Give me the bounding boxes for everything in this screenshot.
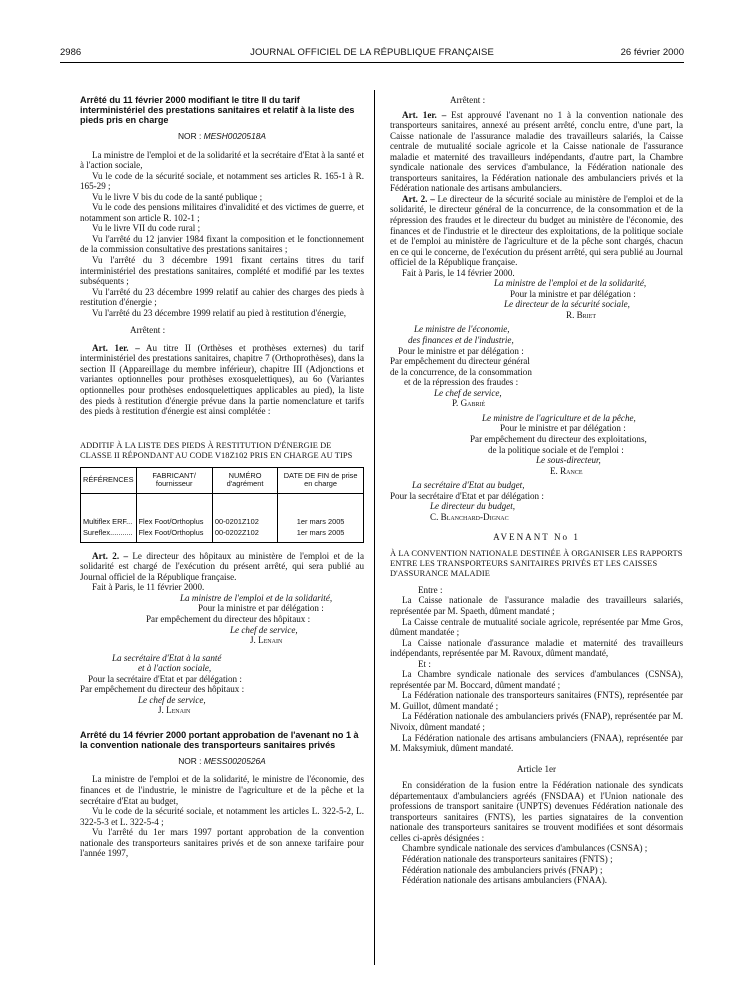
col-header: DATE DE FIN de prise en charge <box>278 467 364 493</box>
sig-line: Pour le ministre et par délégation : <box>500 423 626 434</box>
page-header <box>60 47 684 63</box>
party: La Fédération nationale des artisans ambulanciers (FNAA), représentée par M. Maksymiuk, dûment mandaté. <box>390 732 683 754</box>
left-column <box>80 95 364 859</box>
col-header: FABRICANT/ fournisseur <box>136 467 212 493</box>
party: La Caisse nationale de l'assurance maladie des travailleurs salariés, représentée par M. Spaeth, dûment mandaté ; <box>390 595 683 616</box>
sig-line: Pour la ministre et par délégation : <box>510 288 636 299</box>
sig-line: Pour la ministre et par délégation : <box>198 603 324 614</box>
preamble-line: La ministre de l'emploi et de la solidarité, le ministre de l'économie, des finances et de l'industrie, le ministre de l'agriculture et de la pêche et la secrétaire d'Etat au budget, <box>80 774 364 806</box>
party: La Fédération nationale des ambulanciers privés (FNAP), représentée par M. Nivoix, dûment mandaté ; <box>390 711 683 732</box>
table-cell: Flex Foot/Orthoplus <box>136 527 212 542</box>
sig-name: J. Lenain <box>250 635 283 646</box>
arretent-label: Arrêtent : <box>130 325 166 336</box>
decree1-nor: NOR : MESH0020518A <box>178 131 266 141</box>
sig-line: La secrétaire d'Etat à la santé <box>112 652 222 663</box>
col-header: RÉFÉRENCES <box>81 467 137 493</box>
table-cell: 00-0201Z102 <box>212 516 277 528</box>
article1-text: En considération de la fusion entre la Fédération nationale des syndicats départementaux d'ambulanciers agréés (FNSDAA) et l'Union nationale des professions de transport sanitaire (UNPTS) devenues Fédération nationale des transporteurs sanitaires (FNTS), les parties signataires de la convention nationale des transporteurs sanitaires se trouvent modifiées et sont désormais celles ci-après désignées : <box>390 780 683 843</box>
sig-line: Le sous-directeur, <box>536 455 601 466</box>
sig-line: des finances et de l'industrie, <box>408 335 514 346</box>
entre-label: Entre : <box>418 584 443 595</box>
issue-date: 26 février 2000 <box>620 47 684 58</box>
preamble-line: Vu l'arrêté du 23 décembre 1999 relatif au cahier des charges des pieds à restitution d'énergie ; <box>80 286 364 308</box>
party: La Fédération nationale des transporteurs sanitaires (FNTS), représentée par M. Guillot, dûment mandaté ; <box>390 690 683 711</box>
table-cell: 1er mars 2005 <box>278 527 364 542</box>
sig-line: de la concurrence, de la consommation <box>390 366 532 377</box>
party: La Chambre syndicale nationale des services d'ambulances (CSNSA), représentée par M. Boccard, dûment mandaté ; <box>390 669 683 690</box>
avenant-title: AVENANT No 1 <box>493 532 580 543</box>
journal-title: JOURNAL OFFICIEL DE LA RÉPUBLIQUE FRANÇAISE <box>250 47 494 58</box>
article-1: Art. 1er. – Au titre II (Orthèses et prothèses externes) du tarif interministériel des prestations sanitaires, chapitre 7 (Orthoprothèses), dans la section II (Appareillage du membre inférieur), chapitre III (Adjonctions et variantes optionnelles pour prothèses exosquelettiques), au 6o (Variantes optionnelles pour prothèses endosquelettiques applicables au pied), la liste des pieds à restitution d'énergie prévue dans la partie nomenclature et tarifs des pieds à restitution d'énergie est ainsi complétée : <box>80 342 364 417</box>
sig-line: Pour le ministre et par délégation : <box>398 345 524 356</box>
table-header-row <box>81 467 364 493</box>
preamble-line: Vu le livre VII du code rural ; <box>92 223 201 234</box>
table-row <box>81 527 364 542</box>
preamble-line: Vu l'arrêté du 12 janvier 1984 fixant la composition et le fonctionnement de la commission consultative des prestations sanitaires ; <box>80 233 364 255</box>
sig-line: Le ministre de l'économie, <box>414 324 510 335</box>
preamble-line: Vu l'arrêté du 3 décembre 1991 fixant certains titres du tarif interministériel des prestations sanitaires, complété et modifié par les textes subséquents ; <box>80 255 364 287</box>
article-1: Art. 1er. – Est approuvé l'avenant no 1 à la convention nationale des transporteurs sanitaires, annexé au présent arrêté, conclu entre, d'une part, la Caisse nationale de l'assurance maladie des travailleurs salariés, la Caisse centrale de mutualité sociale agricole et la Caisse nationale de l'assurance maladie et maternité des travailleurs indépendants, d'autre part, la Chambre syndicale nationale des services d'ambulance, la Fédération nationale des transporteurs sanitaires, la Fédération nationale des ambulanciers privés et la Fédération nationale des artisans ambulanciers. <box>390 109 683 194</box>
signature-block <box>80 593 364 716</box>
fait-a-paris: Fait à Paris, le 14 février 2000. <box>402 267 515 278</box>
preamble-line: La ministre de l'emploi et de la solidarité et la secrétaire d'Etat à la santé et à l'action sociale, <box>80 149 364 171</box>
sig-line: Pour la secrétaire d'Etat et par délégation : <box>390 490 544 501</box>
preamble-line: Vu le code de la sécurité sociale, et notamment ses articles R. 165-1 à R. 165-29 ; <box>80 170 364 192</box>
sig-line: Le directeur du budget, <box>430 501 516 512</box>
col-header: NUMÉRO d'agrément <box>212 467 277 493</box>
list-item: Fédération nationale des ambulanciers privés (FNAP) ; <box>402 864 603 875</box>
sig-name: J. Lenain <box>158 705 191 716</box>
column-divider <box>374 90 375 965</box>
list-item: Fédération nationale des artisans ambulanciers (FNAA). <box>402 875 608 886</box>
list-item: Chambre syndicale nationale des services d'ambulances (CSNSA) ; <box>402 843 648 854</box>
table-cell: 00-0202Z102 <box>212 527 277 542</box>
sig-line: La ministre de l'emploi et de la solidarité, <box>180 592 333 603</box>
sig-line: Par empêchement du directeur des hôpitaux : <box>146 613 311 624</box>
right-column <box>390 95 683 886</box>
preamble-line: Vu le code des pensions militaires d'invalidité et des victimes de guerre, et notamment son article R. 102-1 ; <box>80 202 364 223</box>
sig-line: Le chef de service, <box>230 624 298 635</box>
decree2-title: Arrêté du 14 février 2000 portant approbation de l'avenant no 1 à la convention nationale des transporteurs sanitaires privés <box>80 729 359 750</box>
sig-line: Par empêchement du directeur des exploitations, <box>470 433 647 444</box>
addendum-title: ADDITIF À LA LISTE DES PIEDS À RESTITUTION D'ÉNERGIE DE CLASSE II RÉPONDANT AU CODE V18Z102 PRIS EN CHARGE AU TIPS <box>80 440 353 460</box>
preamble-line: Vu l'arrêté du 1er mars 1997 portant approbation de la convention nationale des transporteurs sanitaires privés et de son annexe tarifaire pour l'année 1997, <box>80 827 364 859</box>
table-row <box>81 516 364 528</box>
sig-name: C. Blanchard-Dignac <box>430 511 509 522</box>
decree1-title: Arrêté du 11 février 2000 modifiant le titre II du tarif interministériel des prestations sanitaires et relatif à la liste des pieds pris en charge <box>80 95 355 125</box>
list-item: Fédération nationale des transporteurs sanitaires (FNTS) ; <box>402 854 613 864</box>
sig-name: R. Briet <box>566 309 597 320</box>
sig-line: La secrétaire d'Etat au budget, <box>412 480 525 491</box>
table-cell: Sureflex........... <box>81 527 137 542</box>
article1-heading: Article 1er <box>516 763 557 774</box>
party: La Caisse nationale d'assurance maladie et maternité des travailleurs indépendants, représentée par M. Ravoux, dûment mandaté, <box>390 637 683 659</box>
sig-line: La ministre de l'emploi et de la solidarité, <box>494 278 647 289</box>
sig-line: et de la répression des fraudes : <box>404 377 519 388</box>
sig-name: P. Gabrié <box>452 398 486 409</box>
article-2: Art. 2. – Le directeur des hôpitaux au ministère de l'emploi et de la solidarité est chargé de l'exécution du présent arrêté, qui sera publié au Journal officiel de la République française. <box>80 550 364 582</box>
sig-line: de la politique sociale et de l'emploi : <box>488 444 624 455</box>
preamble-line: Vu l'arrêté du 23 décembre 1999 relatif au pied à restitution d'énergie, <box>92 307 347 318</box>
sig-line: Le directeur de la sécurité sociale, <box>504 299 630 310</box>
table-cell: Flex Foot/Orthoplus <box>136 516 212 528</box>
sig-line: Le ministre de l'agriculture et de la pêche, <box>482 412 636 423</box>
fait-a-paris: Fait à Paris, le 11 février 2000. <box>92 582 205 593</box>
preamble-line: Vu le code de la sécurité sociale, et notamment les articles L. 322-5-2, L. 322-5-3 et L. 322-5-4 ; <box>80 806 364 827</box>
signature-block <box>390 278 683 522</box>
table-cell: Multiflex ERF... <box>81 516 137 528</box>
article-2: Art. 2. – Le directeur de la sécurité sociale au ministère de l'emploi et de la solidarité, le directeur général de la concurrence, de la consommation et de la répression des fraudes et le directeur du budget au ministère de l'économie, des finances et de l'industrie et le directeur des exploitations, de la politique sociale et de l'emploi au ministère de l'agriculture et de la pêche sont chargés, chacun en ce qui le concerne, de l'exécution du présent arrêté, qui sera publié au Journal officiel de la République française. <box>390 193 683 268</box>
header-rule <box>60 62 684 63</box>
sig-line: Le chef de service, <box>434 387 502 398</box>
sig-line: Par empêchement du directeur des hôpitaux : <box>80 684 245 695</box>
sig-name: E. Rance <box>550 465 583 476</box>
table-cell: 1er mars 2005 <box>278 516 364 528</box>
arretent-label: Arrêtent : <box>450 95 486 105</box>
sig-line: Par empêchement du directeur général <box>390 356 530 367</box>
sig-line: et à l'action sociale, <box>138 663 212 674</box>
avenant-subtitle: À LA CONVENTION NATIONALE DESTINÉE À ORGANISER LES RAPPORTS ENTRE LES TRANSPORTEURS SANITAIRES PRIVÉS ET LES CAISSES D'ASSURANCE MALADIE <box>390 548 683 578</box>
decree2-nor: NOR : MESS0020526A <box>178 755 266 766</box>
party: La Caisse centrale de mutualité sociale agricole, représentée par Mme Gros, dûment mandatée ; <box>390 616 683 638</box>
pieds-table <box>80 467 364 543</box>
sig-line: Le chef de service, <box>138 694 206 705</box>
preamble-line: Vu le livre V bis du code de la santé publique ; <box>92 191 263 202</box>
et-label: Et : <box>418 658 431 669</box>
sig-line: Pour la secrétaire d'Etat et par délégation : <box>88 673 242 684</box>
page-number: 2986 <box>60 47 82 58</box>
